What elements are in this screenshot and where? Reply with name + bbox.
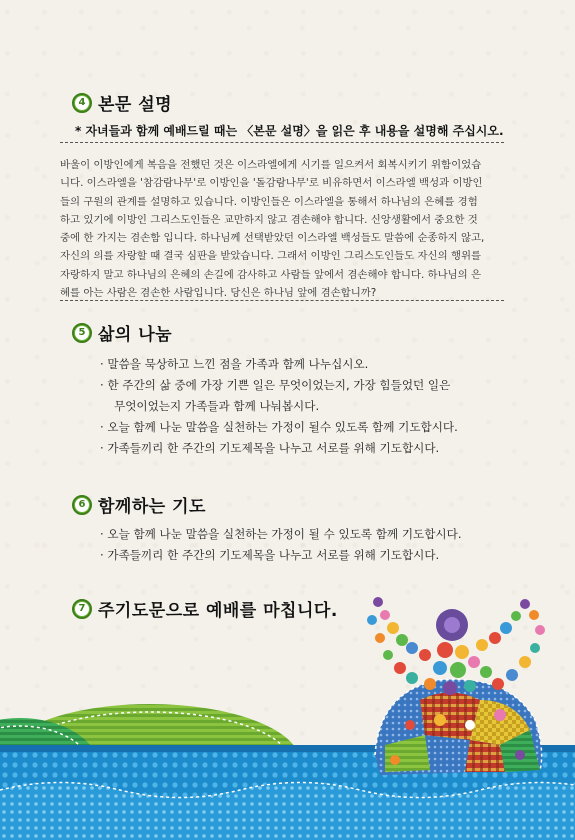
list-item: · 오늘 함께 나눈 말씀을 실천하는 가정이 될수 있도록 함께 기도합시다. [100,420,458,434]
water-wave [0,783,575,840]
section-title: 함께하는 기도 [98,497,206,517]
list-item: · 오늘 함께 나눈 말씀을 실천하는 가정이 될 수 있도록 함께 기도합시다. [100,527,462,541]
text-line: 하고 있기에 이방인 그리스도인들은 교만하지 않고 겸손해야 합니다. 신앙생활에서 중요한 것 [60,213,478,226]
list-item: · 말씀을 묵상하고 느낀 점을 가족과 함께 나누십시오. [100,357,369,371]
text-line: 들의 구원의 관계를 설명하고 있습니다. 이방인들은 이스라엘을 통해서 하나님의 은혜를 경험 [60,195,478,208]
section-title: 삶의 나눔 [98,325,173,345]
section-title: 주기도문으로 예배를 마칩니다. [98,601,338,621]
section-number-badge: 5 [72,323,92,343]
instruction-note: * 자녀들과 함께 예배드릴 때는 〈본문 설명〉을 읽은 후 내용을 설명해 주십시오. [75,124,504,138]
list-item: · 가족들끼리 한 주간의 기도제목을 나누고 서로를 위해 기도합시다. [100,548,440,562]
text-line: 혜를 아는 사람은 겸손한 사람입니다. 당신은 하나님 앞에 겸손합니까? [60,287,377,300]
section-number-badge: 4 [72,93,92,113]
section-title: 본문 설명 [98,95,173,115]
text-line: 자랑하지 말고 하나님의 은혜의 손길에 감사하고 사람들 앞에서 겸손해야 합니다. 하나님의 은 [60,268,482,281]
text-line: 니다. 이스라엘을 '참감람나무'로 이방인을 '돌감람나무'로 비유하면서 이스라엘 백성과 이방인 [60,177,483,190]
text-line: 자신의 의를 자랑할 때 결국 심판을 받았습니다. 그래서 이방인 그리스도인들도 자신의 행위를 [60,250,482,263]
list-item: · 가족들끼리 한 주간의 기도제목을 나누고 서로를 위해 기도합시다. [100,441,440,455]
list-item: · 한 주간의 삶 중에 가장 기쁜 일은 무엇이었는지, 가장 힘들었던 일은 [100,378,451,392]
section-number-badge: 7 [72,599,92,619]
text-line: 중에 한 가지는 겸손함 입니다. 하나님께 선택받았던 이스라엘 백성들도 말씀에 순종하지 않고, [60,232,485,245]
section-number-badge: 6 [72,495,92,515]
patchwork-figure [367,597,545,775]
text-line: 바울이 이방인에게 복음을 전했던 것은 이스라엘에게 시기를 일으켜서 회복시키기 위함이었습 [60,159,482,171]
list-item-continuation: 무엇이었는지 가족들과 함께 나눠봅시다. [114,399,320,413]
